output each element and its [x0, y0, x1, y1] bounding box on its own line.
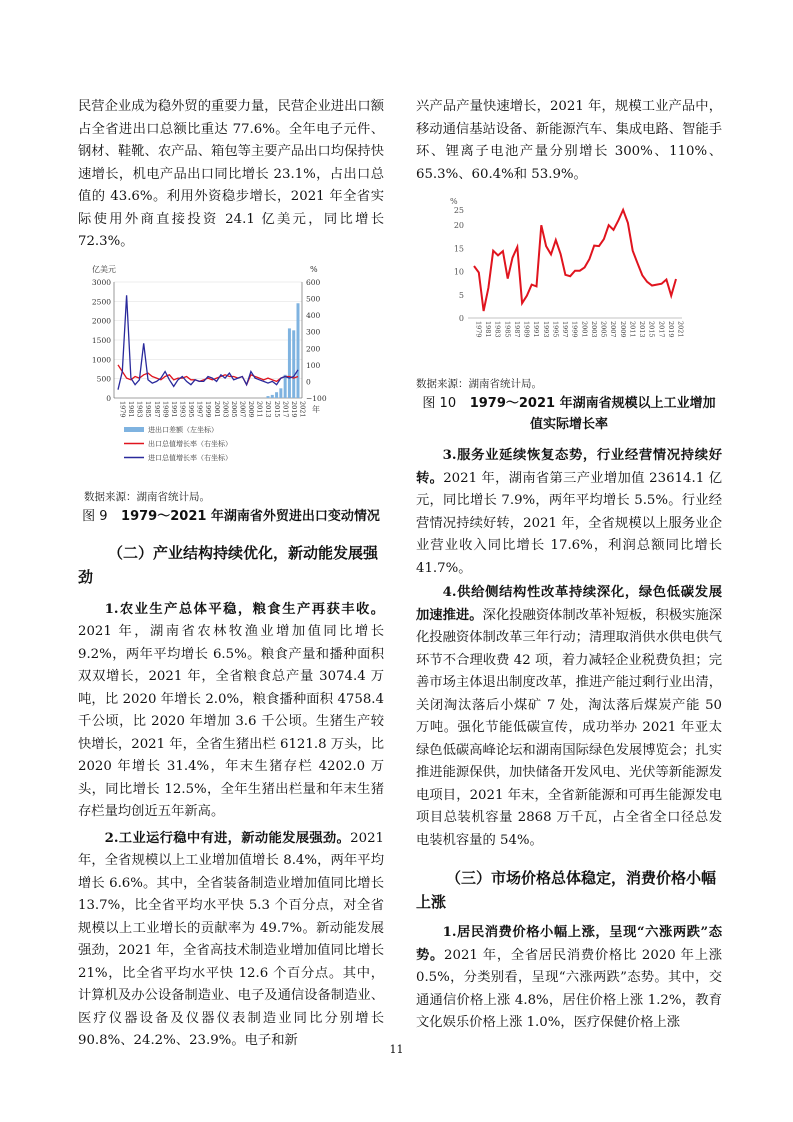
trade-balance-bar — [275, 392, 278, 398]
x-tick-label: 1981 — [127, 400, 136, 418]
trade-balance-bar — [292, 330, 295, 398]
figure-9-source: 数据来源：湖南省统计局。 — [84, 490, 210, 503]
x-tick-label: 2007 — [609, 321, 618, 338]
x-tick-label: 2021 — [298, 400, 307, 418]
x-tick-label: 1999 — [204, 400, 213, 418]
x-tick-label: 2011 — [628, 321, 637, 338]
y-tick-label: 25 — [453, 206, 464, 215]
paragraph — [78, 828, 384, 1053]
y-axis-unit: % — [450, 197, 458, 206]
paragraph — [416, 922, 722, 1035]
x-tick-label: 2021 — [676, 321, 685, 338]
y-tick-label: 15 — [453, 244, 464, 254]
y-tick-label: 0 — [458, 314, 464, 323]
right-tick-label: 600 — [306, 277, 321, 287]
x-tick-label: 2007 — [238, 400, 247, 418]
paragraph — [78, 599, 384, 824]
x-tick-label: 1985 — [144, 400, 153, 418]
x-tick-label: 1987 — [152, 400, 161, 418]
x-tick-label: 1993 — [541, 321, 550, 338]
x-tick-label: 1981 — [484, 321, 493, 338]
x-tick-label: 2019 — [666, 321, 675, 338]
left-column — [78, 96, 384, 1053]
x-tick-label: 2015 — [272, 400, 281, 418]
trade-balance-bar — [267, 396, 270, 398]
x-tick-label: 2009 — [247, 400, 256, 418]
x-tick-label: 1989 — [522, 321, 531, 338]
x-tick-label: 2019 — [289, 400, 298, 418]
figure-9-caption — [78, 506, 384, 527]
x-tick-label: 1979 — [118, 400, 127, 418]
x-tick-label: 2015 — [647, 321, 656, 338]
figure-10-caption — [416, 393, 722, 435]
trade-balance-bar — [271, 394, 274, 397]
figure-10-number: 图 10 — [422, 396, 457, 411]
legend-label: 进口总值增长率（右坐标） — [148, 453, 232, 462]
right-tick-label: 200 — [306, 343, 321, 353]
left-tick-label: 0 — [106, 393, 111, 403]
import-growth-line — [118, 295, 298, 389]
x-tick-label: 2001 — [580, 321, 589, 338]
right-tick-label: 300 — [306, 327, 321, 337]
x-axis-suffix: 年 — [312, 404, 320, 414]
x-tick-label: 2013 — [264, 400, 273, 418]
left-tick-label: 2000 — [91, 316, 111, 326]
x-tick-label: 1983 — [135, 400, 144, 418]
x-tick-label: 1983 — [493, 321, 502, 338]
right-tick-label: 500 — [306, 294, 321, 304]
paragraph: 兴产品产量快速增长，2021 年，规模工业产品中，移动通信基站设备、新能源汽车、集成电路、智能手环、锂离子电池产量分别增长 300%、110%、65.3%、60.4%和 53.9%。 — [416, 99, 722, 182]
section-3-title: （三）市场价格总体稳定，消费价格小幅上涨 — [416, 869, 717, 911]
x-tick-label: 2013 — [638, 321, 647, 338]
paragraph-heading: 3.服务业延续恢复态势，行业经营情况持续好转。 — [416, 448, 722, 486]
trade-balance-bar — [284, 374, 287, 397]
figure-10 — [446, 194, 706, 366]
x-tick-label: 1993 — [178, 400, 187, 418]
paragraph-heading: 1.农业生产总体平稳，粮食生产再获丰收。 — [104, 601, 384, 617]
left-tick-label: 3000 — [91, 277, 111, 287]
right-tick-label: 100 — [306, 360, 321, 370]
trade-balance-bar — [279, 388, 282, 398]
x-tick-label: 2011 — [255, 400, 264, 418]
x-tick-label: 1997 — [561, 321, 570, 338]
x-tick-label: 1999 — [570, 321, 579, 338]
x-tick-label: 2009 — [618, 321, 627, 338]
figure-10-title: 1979～2021 年湖南省规模以上工业增加值实际增长率 — [469, 396, 716, 432]
right-tick-label: 400 — [306, 310, 321, 320]
paragraph-body: 2021 年，湖南省农林牧渔业增加值同比增长 9.2%，两年平均增长 6.5%。粮食产量和播种面积双双增长，2021 年，全省粮食总产量 3074.4 万吨，比 2020 年增长 2.0%，粮食播种面积 4758.4 千公顷，比 2020 年增加 3.6 千公顷。生猪生产较快增长，2021 年，全省生猪出栏 6121.8 万头，比 2020 年增长 31.4%，年末生猪存栏 4202.0 万头，同比增长 12.5%，全年生猪出栏量和年末生猪存栏量均创近五年新高。 — [78, 624, 384, 819]
x-tick-label: 1995 — [551, 321, 560, 338]
x-tick-label: 1985 — [503, 321, 512, 338]
trade-chart — [84, 260, 334, 485]
paragraph — [416, 445, 722, 580]
paragraph-body: 深化投融资体制改革补短板，积极实施深化投融资体制改革三年行动；清理取消供水供电供气环节不合理收费 42 项，着力减轻企业税费负担；完善市场主体退出制度改革，推进产能过剩行业出清，关闭淘汰落后小煤矿 7 处，淘汰落后煤炭产能 50 万吨。强化节能低碳宣传，成功举办 2021 年亚太绿色低碳高峰论坛和湖南国际绿色发展博览会；扎实推进能源保供，加快储备开发风电、光伏等新能源发电项目，2021 年末，全省新能源和可再生能源发电项目总装机容量 2868 万千瓦，占全省全口径总发电装机容量的 54%。 — [416, 607, 723, 848]
legend-label: 出口总值增长率（右坐标） — [148, 439, 232, 448]
figure-9-title: 1979～2021 年湖南省外贸进出口变动情况 — [121, 508, 380, 524]
x-tick-label: 1997 — [195, 400, 204, 418]
x-tick-label: 2001 — [212, 400, 221, 418]
paragraph-body: 2021 年，全省居民消费价格比 2020 年上涨 0.5%，分类别看，呈现“六涨两跌”态势。其中，交通通信价格上涨 4.8%，居住价格上涨 1.2%，教育文化娱乐价格上涨 1.0%，医疗保健价格上涨 — [416, 947, 723, 1030]
paragraph-heading: 2.工业运行稳中有进，新动能发展强劲。 — [104, 830, 351, 846]
x-tick-label: 2003 — [221, 400, 230, 418]
paragraph-body: 2021 年，湖南省第三产业增加值 23614.1 亿元，同比增长 7.9%，两年平均增长 5.5%。行业经营情况持续好转，2021 年，全省规模以上服务业企业营业收入同比增长 17.6%，利润总额同比增长 41.7%。 — [416, 470, 722, 576]
right-axis-unit: % — [310, 264, 318, 274]
x-tick-label: 2005 — [229, 400, 238, 418]
paragraph-heading: 4.供给侧结构性改革持续深化，绿色低碳发展加速推进。 — [416, 585, 722, 623]
left-tick-label: 1000 — [91, 354, 111, 364]
right-tick-label: 0 — [306, 376, 311, 386]
x-tick-label: 2005 — [599, 321, 608, 338]
page-number: 11 — [389, 1043, 404, 1056]
x-tick-label: 1995 — [187, 400, 196, 418]
figure-9-number: 图 9 — [82, 508, 108, 524]
left-axis-unit: 亿美元 — [92, 264, 116, 274]
trade-balance-bar — [288, 328, 291, 398]
x-tick-label: 1991 — [532, 321, 541, 338]
paragraph-heading: 1.居民消费价格小幅上涨，呈现“六涨两跌”态势。 — [416, 925, 722, 963]
y-tick-label: 10 — [453, 267, 464, 277]
x-tick-label: 1991 — [169, 400, 178, 418]
y-tick-label: 20 — [453, 221, 464, 231]
right-column — [416, 96, 722, 1035]
y-tick-label: 5 — [458, 290, 464, 300]
x-tick-label: 1987 — [512, 321, 521, 338]
right-tick-label: −100 — [306, 393, 327, 403]
legend-label: 进出口差额（左坐标） — [148, 425, 218, 434]
x-tick-label: 2017 — [657, 321, 666, 338]
industry-growth-chart — [446, 194, 706, 366]
trade-balance-bar — [297, 303, 300, 398]
x-tick-label: 1989 — [161, 400, 170, 418]
left-tick-label: 2500 — [91, 296, 111, 306]
legend-swatch — [124, 427, 144, 432]
paragraph-body: 2021 年，全省规模以上工业增加值增长 8.4%，两年平均增长 6.6%。其中，全省装备制造业增加值同比增长 13.7%，比全省平均水平快 5.3 个百分点，对全省规模以上工业增长的贡献率为 49.7%。新动能发展强劲，2021 年，全省高技术制造业增加值同比增长 21%，比全省平均水平快 12.6 个百分点。其中，计算机及办公设备制造业、电子及通信设备制造业、医疗仪器设备及仪器仪表制造业同比分别增长 90.8%、24.2%、23.9%。电子和新 — [78, 830, 384, 1048]
left-tick-label: 500 — [96, 374, 111, 384]
growth-rate-line — [474, 210, 676, 311]
paragraph — [416, 582, 722, 852]
paragraph: 民营企业成为稳外贸的重要力量，民营企业进出口额占全省进出口总额比重达 77.6%。全年电子元件、钢材、鞋靴、农产品、箱包等主要产品出口均保持快速增长，机电产品出口同比增长 23.1%，占出口总值的 43.6%。利用外资稳步增长，2021 年全省实际使用外商直接投资 24.1 亿美元，同比增长 72.3%。 — [78, 99, 384, 249]
left-tick-label: 1500 — [91, 335, 111, 345]
x-tick-label: 2017 — [281, 400, 290, 418]
x-tick-label: 2003 — [589, 321, 598, 338]
figure-9 — [84, 260, 334, 485]
figure-10-source: 数据来源：湖南省统计局。 — [416, 378, 542, 390]
section-2-title: （二）产业结构持续优化，新动能发展强劲 — [78, 543, 379, 586]
x-tick-label: 1979 — [474, 321, 483, 338]
